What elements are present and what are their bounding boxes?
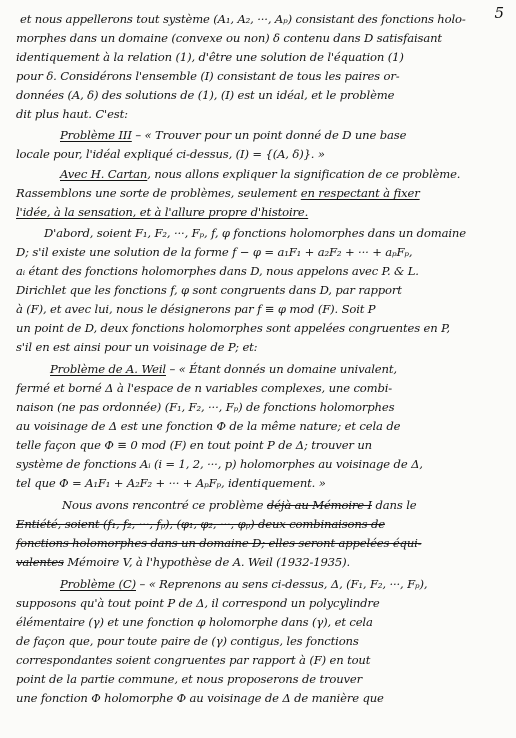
text-line: tel que Φ = A₁F₁ + A₂F₂ + ··· + AₚFₚ, identiquement. »	[16, 476, 326, 490]
text-line: morphes dans un domaine (convexe ou non) δ contenu dans D satisfaisant	[16, 31, 442, 45]
name-reference: Avec H. Cartan	[60, 167, 148, 181]
text-line: données (A, δ) des solutions de (1), (I) est un idéal, et le problème	[16, 88, 395, 102]
text-line: pour δ. Considérons l'ensemble (I) consistant de tous les paires or-	[16, 69, 400, 83]
text-line: correspondantes soient congruentes par rapport à (F) en tout	[16, 653, 371, 667]
text-line: et nous appellerons tout système (A₁, A₂, ···, Aₚ) consistant des fonctions holo-	[20, 12, 466, 26]
page-number: 5	[494, 4, 504, 22]
text-line: système de fonctions Aᵢ (i = 1, 2, ···, p) holomorphes au voisinage de Δ,	[16, 457, 423, 471]
text-line: un point de D, deux fonctions holomorphes sont appelées congruentes en P,	[16, 321, 450, 335]
text-line: telle façon que Φ ≡ 0 mod (F) en tout point P de Δ; trouver un	[16, 438, 372, 452]
text-line: D; s'il existe une solution de la forme f − φ = a₁F₁ + a₂F₂ + ··· + aₚFₚ,	[16, 245, 413, 259]
text-line: Rassemblons une sorte de problèmes, seulement en respectant à fixer	[16, 186, 420, 200]
text-line: Problème III – « Trouver pour un point donné de D une base	[60, 128, 407, 142]
text-line: aᵢ étant des fonctions holomorphes dans D, nous appelons avec P. & L.	[16, 264, 419, 278]
text-line: de façon que, pour toute paire de (γ) contigus, les fonctions	[16, 634, 359, 648]
text-line: valentes Mémoire V, à l'hypothèse de A. Weil (1932-1935).	[16, 555, 351, 569]
text-line: naison (ne pas ordonnée) (F₁, F₂, ···, Fₚ) de fonctions holomorphes	[16, 400, 395, 414]
text-line: Avec H. Cartan, nous allons expliquer la signification de ce problème.	[60, 167, 461, 181]
text-line: Problème (C) – « Reprenons au sens ci-dessus, Δ, (F₁, F₂, ···, Fₚ),	[60, 577, 428, 591]
text-line: locale pour, l'idéal expliqué ci-dessus, (I) = {(A, δ)}. »	[16, 147, 325, 161]
text-line: Nous avons rencontré ce problème déjà au Mémoire I dans le	[62, 498, 417, 512]
problem-heading: Problème (C)	[60, 577, 136, 591]
problem-heading: Problème de A. Weil	[50, 362, 166, 376]
text-line: élémentaire (γ) et une fonction φ holomorphe dans (γ), et cela	[16, 615, 373, 629]
text-line: Problème de A. Weil – « Étant donnés un domaine univalent,	[50, 362, 397, 376]
text-line: Dirichlet que les fonctions f, φ sont congruents dans D, par rapport	[16, 283, 402, 297]
text-line: au voisinage de Δ est une fonction Φ de la même nature; et cela de	[16, 419, 401, 433]
problem-heading: Problème III	[60, 128, 132, 142]
struck-text: Entiété, soient (f₁, f₂, ···, fₚ), (φ₁, φ₂, ···, φₚ) deux combinaisons de	[16, 517, 385, 531]
text-line: dit plus haut. C'est:	[16, 107, 128, 121]
text-line: une fonction Φ holomorphe Φ au voisinage de Δ de manière que	[16, 691, 384, 705]
text-line: point de la partie commune, et nous proposerons de trouver	[16, 672, 363, 686]
text-line: D'abord, soient F₁, F₂, ···, Fₚ, f, φ fonctions holomorphes dans un domaine	[44, 226, 466, 240]
text-line: fermé et borné Δ à l'espace de n variables complexes, une combi-	[16, 381, 393, 395]
struck-text: fonctions holomorphes dans un domaine D; elles seront appelées équi-	[16, 536, 422, 550]
struck-text: déjà au Mémoire I	[266, 498, 372, 512]
text-line: à (F), et avec lui, nous le désignerons par f ≡ φ mod (F). Soit P	[16, 302, 376, 316]
struck-text: valentes	[16, 555, 64, 569]
text-line: s'il en est ainsi pour un voisinage de P; et:	[16, 340, 258, 354]
text-line: supposons qu'à tout point P de Δ, il correspond un polycylindre	[16, 596, 380, 610]
text-line: identiquement à la relation (1), d'être une solution de l'équation (1)	[16, 50, 404, 64]
text-line: l'idée, à la sensation, et à l'allure propre d'histoire.	[16, 205, 309, 219]
